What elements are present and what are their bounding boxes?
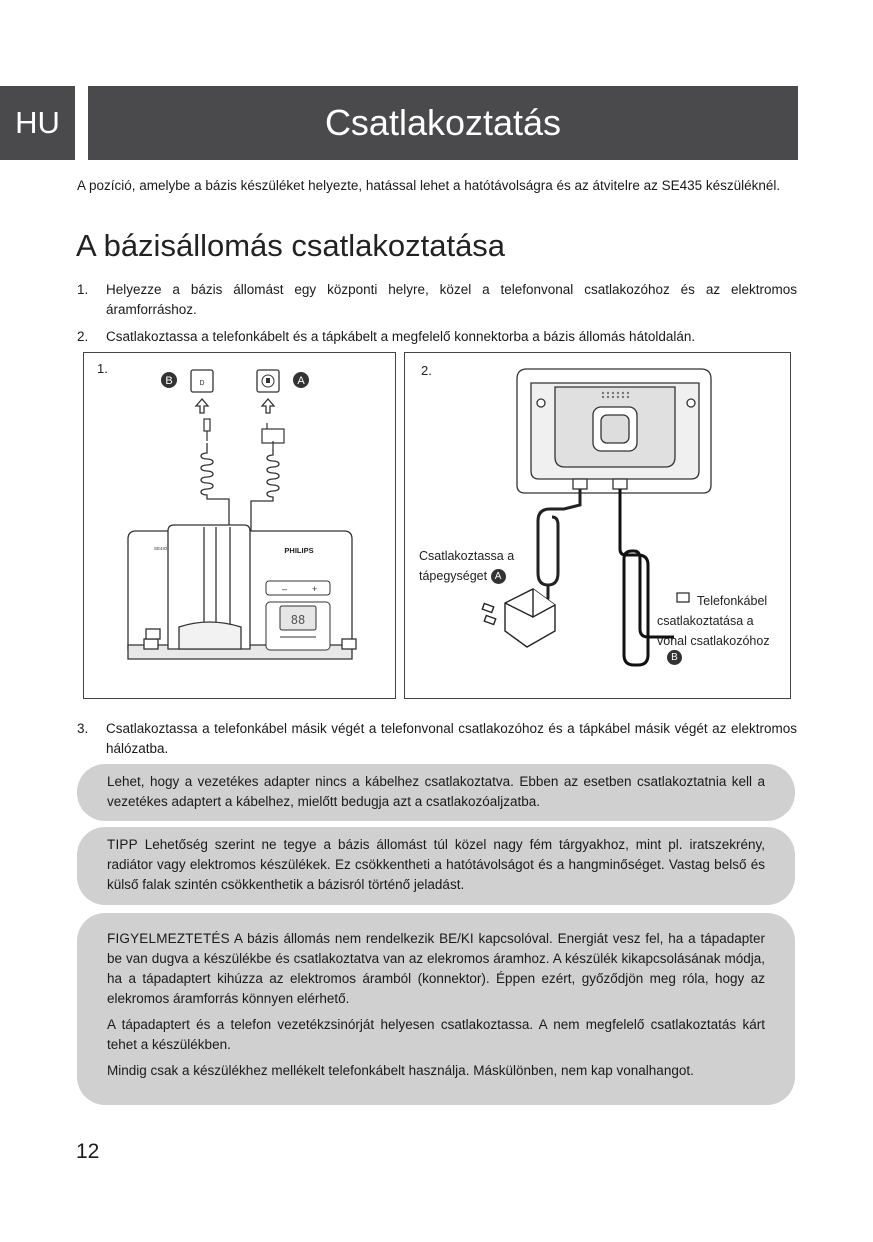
phone-callout-line2: csatlakoztatása a [657, 614, 754, 628]
marker-b-icon: B [667, 650, 682, 665]
step-1 [77, 280, 797, 320]
adapter-note-text: Lehet, hogy a vezetékes adapter nincs a kábelhez csatlakoztatva. Ebben az esetben csatlakoztatnia kell a vezetékes adaptert a kábelhez, mielőtt bedugja azt a csatlakozóaljzatba. [107, 774, 765, 809]
phone-plug-icon [262, 423, 284, 449]
section-title: A bázisállomás csatlakoztatása [76, 228, 506, 263]
phone-socket-icon [257, 370, 279, 392]
tip-box [77, 827, 795, 905]
svg-text:88: 88 [290, 613, 306, 627]
marker-b-icon [161, 372, 177, 388]
power-plug-icon [204, 419, 210, 441]
phone-callout-line1: Telefonkábel [697, 594, 768, 608]
power-adapter-icon [482, 589, 555, 647]
power-socket-icon [191, 370, 213, 392]
warning-box [77, 913, 795, 1105]
svg-text:D: D [199, 380, 205, 387]
power-callout [419, 548, 514, 584]
power-cable [538, 489, 580, 605]
step-text: Csatlakoztassa a telefonkábelt és a tápkábelt a megfelelő konnektorba a bázis állomás hátoldalán. [106, 329, 696, 344]
marker-a-icon: A [491, 569, 506, 584]
warning-paragraph-1 [107, 929, 765, 1009]
svg-text:SE4IO: SE4IO [154, 546, 168, 551]
warning-paragraph-3: Mindig csak a készülékhez mellékelt telefonkábelt használja. Máskülönben, nem kap vonalhangot. [107, 1063, 694, 1078]
phone-callout [657, 593, 787, 665]
page-number: 12 [76, 1140, 100, 1163]
step-3 [77, 719, 797, 759]
figure-2 [404, 352, 791, 699]
figure-1 [83, 352, 396, 699]
intro-paragraph: A pozíció, amelybe a bázis készüléket helyezte, hatással lehet a hatótávolságra és az átvitelre az SE435 készüléknél. [77, 178, 781, 193]
step-2 [77, 327, 797, 347]
figure-2-label: 2. [421, 363, 432, 378]
step-number: 1. [77, 282, 89, 297]
figure-1-label: 1. [97, 361, 108, 376]
language-label: HU [15, 105, 60, 140]
adapter-note [77, 764, 795, 821]
marker-a-icon [293, 372, 309, 388]
tip-paragraph [107, 835, 765, 895]
warning-text-1: A bázis állomás nem rendelkezik BE/KI kapcsolóval. Energiát vesz fel, ha a tápadapter be van dugva a készülékbe és csatlakoztatva van az elekromos áramhoz. A készülék kikapcsolásának módja, ha a tápadaptert kihúzza az elektromos áramból (konnektor). Éppen ezért, győződjön meg róla, hogy az elekromos áramforrás könnyen elérhető. [107, 931, 766, 1006]
step-text: Helyezze a bázis állomást egy központi helyre, közel a telefonvonal csatlakozóhoz és az elektromos áramforráshoz. [106, 282, 797, 317]
step-number: 3. [77, 721, 89, 736]
step-number: 2. [77, 329, 89, 344]
tip-text: Lehetőség szerint ne tegye a bázis állomást túl közel nagy fém tárgyakhoz, mint pl. iratszekrény, radiátor vagy elektromos készülékek. Ez csökkentheti a hatótávolságot és a hangminőséget. Vastag belső és külső falak szintén csökkenthetik a bázisról történő jeladást. [107, 837, 765, 892]
svg-text:+: + [312, 584, 318, 594]
svg-text:B: B [165, 375, 173, 387]
warning-label: FIGYELMEZTETÉS [107, 931, 230, 946]
power-callout-line2 [419, 568, 514, 584]
phone-callout-line3: vonal csatlakozóhoz [657, 634, 770, 648]
step-text: Csatlakoztassa a telefonkábel másik végét a telefonvonal csatlakozóhoz és a tápkábel másik végét az elektromos hálózatba. [106, 721, 797, 756]
page-title-bar [88, 86, 798, 160]
power-callout-text: tápegységet [419, 569, 488, 583]
base-station-back [517, 369, 711, 493]
svg-text:PHILIPS: PHILIPS [284, 546, 314, 555]
power-callout-line1: Csatlakoztassa a [419, 549, 515, 563]
svg-text:–: – [282, 584, 288, 594]
page-title: Csatlakoztatás [324, 102, 562, 143]
base-station-illustration [84, 353, 395, 698]
svg-text:A: A [297, 375, 305, 387]
language-tab [0, 86, 75, 160]
tip-label: TIPP [107, 837, 138, 852]
warning-paragraph-2: A tápadaptert és a telefon vezetékzsinórját helyesen csatlakoztassa. A nem megfelelő csatlakoztatás kárt tehet a készülékben. [107, 1017, 765, 1052]
insert-arrow-icon [196, 399, 274, 413]
